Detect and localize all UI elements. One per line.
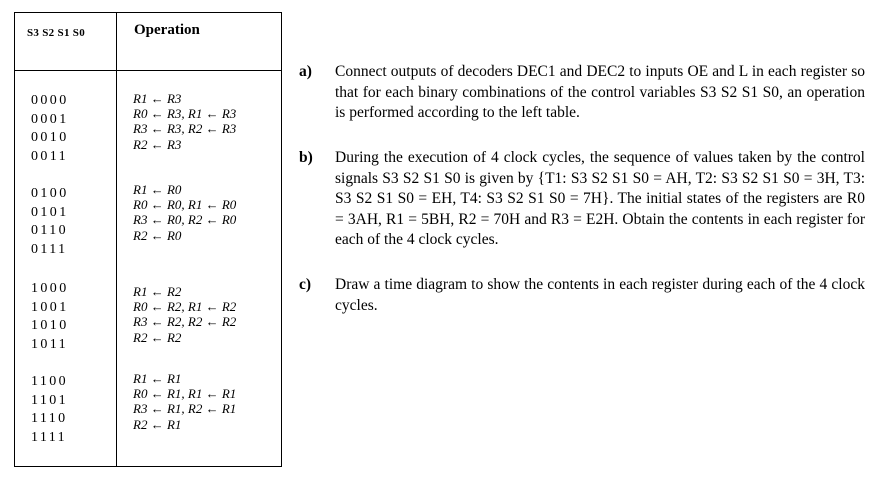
question-a: [299, 62, 864, 126]
operation-entry: R2 ← R2: [133, 329, 182, 345]
question-b-label: b): [299, 149, 313, 166]
operation-entry: R1 ← R2: [133, 284, 182, 299]
operation-entry: R2 ← R0: [133, 227, 182, 243]
signal-code: 0011: [31, 148, 69, 164]
header-divider: [15, 70, 281, 71]
group-2-ops: [133, 182, 236, 243]
operation-entry: R1 ← R0: [133, 182, 182, 197]
question-c: [299, 275, 864, 319]
signal-code: 0001: [31, 111, 69, 127]
group-3-codes: [31, 280, 69, 354]
signal-code: 0111: [31, 241, 68, 257]
signal-code: 0100: [31, 186, 69, 201]
operation-entry: R0 ← R2, R1 ← R2: [133, 299, 237, 315]
operation-entry: R1 ← R3: [133, 91, 182, 106]
question-a-label: a): [299, 63, 312, 80]
question-a-text: Connect outputs of decoders DEC1 and DEC2 to inputs OE and L in each register so that for each binary combinations of the control variables S3 S2 S1 S0, an operation is performed according to the left table.: [335, 63, 865, 121]
operation-entry: R0 ← R3, R1 ← R3: [133, 106, 237, 122]
signal-code: 0110: [31, 223, 69, 238]
signal-code: 1010: [31, 318, 69, 333]
question-c-text: Draw a time diagram to show the contents in each register during each of the 4 clock cycles.: [335, 276, 865, 314]
group-4-ops: [133, 371, 236, 432]
operation-entry: R0 ← R0, R1 ← R0: [133, 197, 237, 213]
operation-entry: R2 ← R1: [133, 416, 182, 432]
column-divider: [116, 13, 117, 466]
signal-code: 0101: [31, 204, 69, 220]
operation-entry: R2 ← R3: [133, 136, 182, 152]
group-2-codes: [31, 185, 69, 259]
operation-entry: R3 ← R0, R2 ← R0: [133, 212, 237, 228]
operation-header: Operation: [134, 22, 200, 38]
signal-code: 1000: [31, 281, 69, 296]
signal-code: 1001: [31, 299, 69, 315]
group-4-codes: [31, 373, 68, 447]
group-1-codes: [31, 92, 69, 166]
group-1-ops: [133, 91, 236, 152]
group-3-ops: [133, 284, 236, 345]
signal-code: 1101: [31, 392, 69, 408]
signals-header: S3 S2 S1 S0: [27, 27, 86, 39]
question-c-label: c): [299, 276, 312, 293]
operation-entry: R1 ← R1: [133, 371, 182, 386]
operation-entry: R3 ← R3, R2 ← R3: [133, 121, 237, 137]
operation-entry: R0 ← R1, R1 ← R1: [133, 386, 237, 402]
operation-table: [14, 12, 282, 467]
signal-code: 0010: [31, 130, 69, 145]
signal-code: 1011: [31, 336, 69, 352]
signal-code: 0000: [31, 93, 69, 108]
operation-entry: R3 ← R2, R2 ← R2: [133, 314, 237, 330]
question-b: [299, 148, 864, 258]
signal-code: 1110: [31, 411, 68, 426]
signal-code: 1100: [31, 374, 69, 389]
question-b-text: During the execution of 4 clock cycles, the sequence of values taken by the control signals S3 S2 S1 S0 is given by {T1: S3 S2 S1 S0 = AH, T2: S3 S2 S1 S0 = 3H, T3: S3 S2 S1 S0 = EH, T4: S3 S2 S1 S0 = 7H}. The initial states of the registers are R0 = 3AH, R1 = 5BH, R2 = 70H and R3 = E2H. Obtain the contents in each register for each of the 4 clock cycles.: [335, 149, 865, 248]
operation-entry: R3 ← R1, R2 ← R1: [133, 401, 237, 417]
signal-code: 1111: [31, 429, 68, 445]
